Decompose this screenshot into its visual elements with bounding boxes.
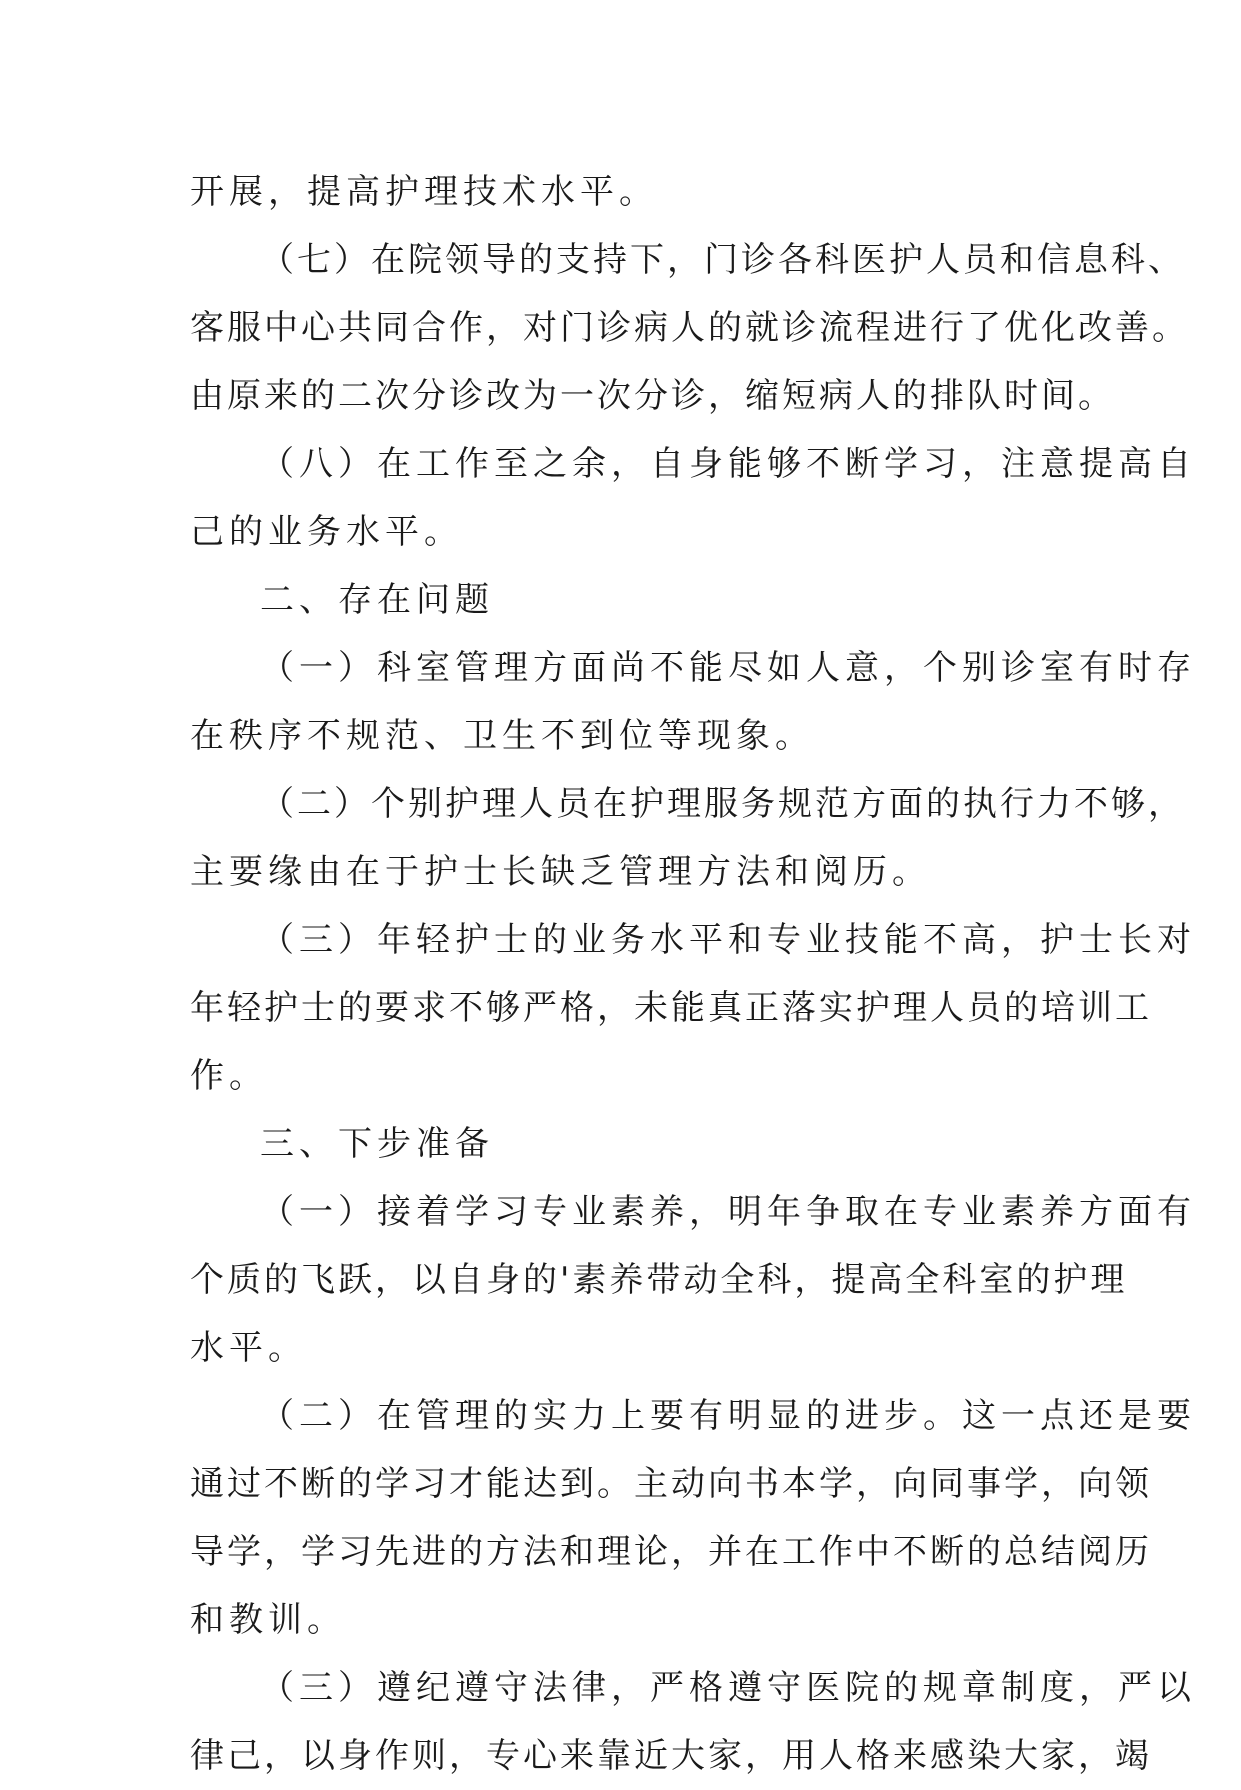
- paragraph-line: （一）接着学习专业素养，明年争取在专业素养方面有: [260, 1192, 1196, 1232]
- paragraph-line: 客服中心共同合作，对门诊病人的就诊流程进行了优化改善。: [190, 308, 1189, 348]
- paragraph-line: 个质的飞跃，以自身的'素养带动全科，提高全科室的护理: [190, 1260, 1128, 1300]
- paragraph-line: 导学，学习先进的方法和理论，并在工作中不断的总结阅历: [190, 1532, 1152, 1572]
- paragraph-line: 在秩序不规范、卫生不到位等现象。: [190, 716, 814, 756]
- paragraph-line: 通过不断的学习才能达到。主动向书本学，向同事学，向领: [190, 1464, 1152, 1504]
- paragraph-line: 己的业务水平。: [190, 512, 463, 552]
- paragraph-line: （二）在管理的实力上要有明显的进步。这一点还是要: [260, 1396, 1196, 1436]
- paragraph-line: （七）在院领导的支持下，门诊各科医护人员和信息科、: [260, 240, 1185, 280]
- paragraph-line: 由原来的二次分诊改为一次分诊，缩短病人的排队时间。: [190, 376, 1115, 416]
- section-heading: 二、存在问题: [260, 580, 494, 620]
- paragraph-line: 律己，以身作则，专心来靠近大家，用人格来感染大家，竭: [190, 1736, 1152, 1776]
- paragraph-line: 开展，提高护理技术水平。: [190, 172, 658, 212]
- paragraph-line: （二）个别护理人员在护理服务规范方面的执行力不够，: [260, 784, 1185, 824]
- paragraph-line: 作。: [190, 1056, 268, 1096]
- paragraph-line: （三）遵纪遵守法律，严格遵守医院的规章制度，严以: [260, 1668, 1196, 1708]
- document-body: [190, 158, 1196, 1790]
- paragraph-line: （一）科室管理方面尚不能尽如人意，个别诊室有时存: [260, 648, 1196, 688]
- paragraph-line: （八）在工作至之余，自身能够不断学习，注意提高自: [260, 444, 1196, 484]
- paragraph-line: 和教训。: [190, 1600, 346, 1640]
- paragraph-line: （三）年轻护士的业务水平和专业技能不高，护士长对: [260, 920, 1196, 960]
- paragraph-line: 年轻护士的要求不够严格，未能真正落实护理人员的培训工: [190, 988, 1152, 1028]
- paragraph-line: 主要缘由在于护士长缺乏管理方法和阅历。: [190, 852, 931, 892]
- section-heading: 三、下步准备: [260, 1124, 494, 1164]
- paragraph-line: 水平。: [190, 1328, 307, 1368]
